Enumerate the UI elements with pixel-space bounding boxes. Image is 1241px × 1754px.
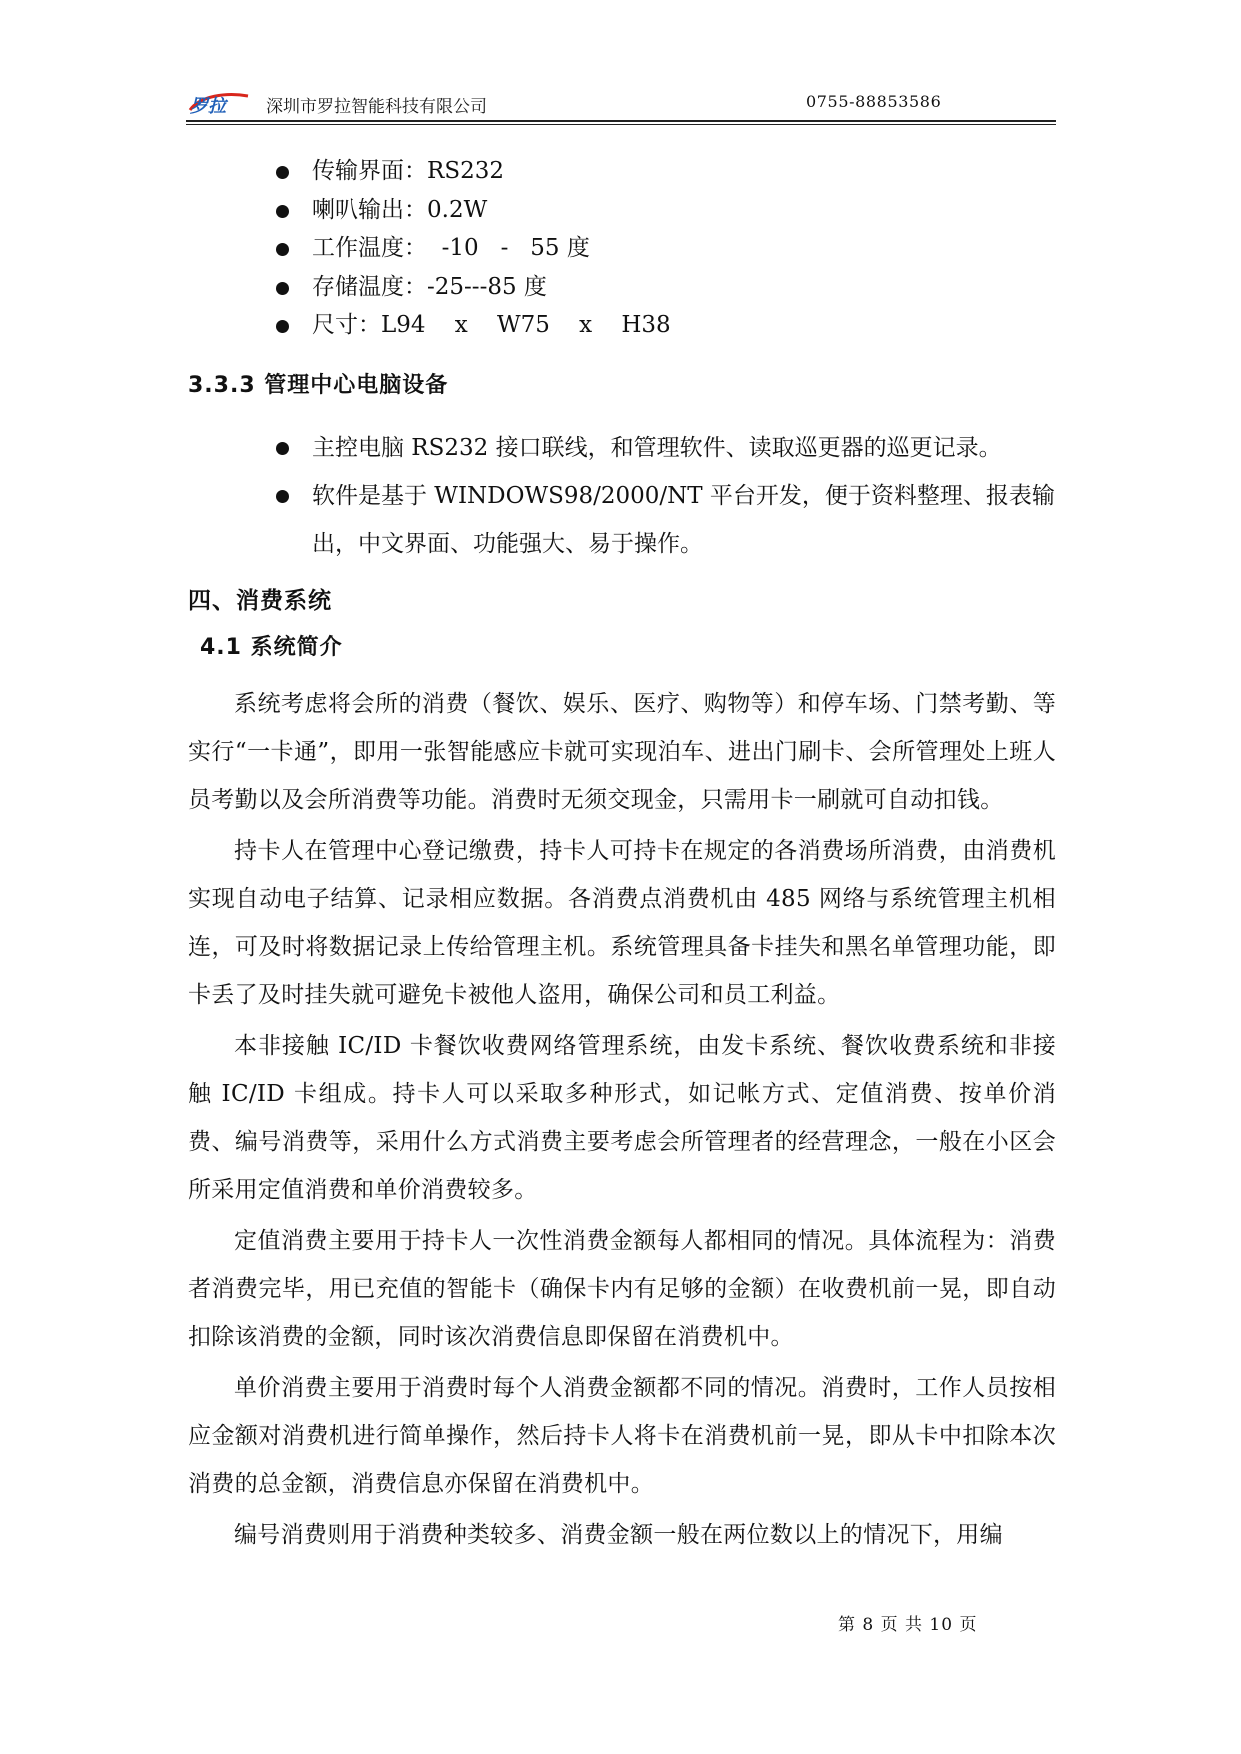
bullet-icon — [276, 490, 289, 503]
company-name: 深圳市罗拉智能科技有限公司 — [266, 97, 487, 117]
section-body — [188, 680, 1056, 1562]
spec-item: 工作温度： -10 - 55 度 — [276, 229, 1056, 268]
company-logo — [186, 90, 262, 116]
bullet-icon — [276, 243, 289, 256]
paragraph: 持卡人在管理中心登记缴费，持卡人可持卡在规定的各消费场所消费，由消费机实现自动电子结算、记录相应数据。各消费点消费机由 485 网络与系统管理主机相连，可及时将数据记录上传给管理主机。系统管理具备卡挂失和黑名单管理功能，即卡丢了及时挂失就可避免卡被他人盗用，确保公司和员工利益。 — [188, 838, 1056, 1008]
bullet-icon — [276, 205, 289, 218]
spec-item: 尺寸：L94 x W75 x H38 — [276, 306, 1056, 345]
paragraph: 编号消费则用于消费种类较多、消费金额一般在两位数以上的情况下，用编 — [234, 1522, 1003, 1548]
bullet-icon — [276, 166, 289, 179]
header-divider — [186, 120, 1056, 122]
bullet-icon — [276, 320, 289, 333]
paragraph: 单价消费主要用于消费时每个人消费金额都不同的情况。消费时，工作人员按相应金额对消费机进行简单操作，然后持卡人将卡在消费机前一晃，即从卡中扣除本次消费的总金额，消费信息亦保留在消费机中。 — [188, 1375, 1056, 1497]
page-header — [186, 88, 1056, 120]
spec-list — [276, 152, 1056, 345]
bullet-icon — [276, 282, 289, 295]
spec-item: 传输界面：RS232 — [276, 152, 1056, 191]
company-phone: 0755-88853586 — [806, 92, 942, 111]
list-item: 软件是基于 WINDOWS98/2000/NT 平台开发，便于资料整理、报表输出，中文界面、功能强大、易于操作。 — [276, 472, 1056, 568]
spec-item: 喇叭输出：0.2W — [276, 191, 1056, 230]
page-number: 第 8 页 共 10 页 — [838, 1615, 978, 1635]
section-heading-4-1: 4.1 系统简介 — [200, 635, 343, 660]
section-heading-3-3-3: 3.3.3 管理中心电脑设备 — [188, 373, 449, 398]
paragraph: 系统考虑将会所的消费（餐饮、娱乐、医疗、购物等）和停车场、门禁考勤、等实行“一卡通”，即用一张智能感应卡就可实现泊车、进出门刷卡、会所管理处上班人员考勤以及会所消费等功能。消费时无须交现金，只需用卡一刷就可自动扣钱。 — [188, 691, 1056, 813]
paragraph: 定值消费主要用于持卡人一次性消费金额每人都相同的情况。具体流程为：消费者消费完毕，用已充值的智能卡（确保卡内有足够的金额）在收费机前一晃，即自动扣除该消费的金额，同时该次消费信息即保留在消费机中。 — [188, 1228, 1056, 1350]
list-item: 主控电脑 RS232 接口联线，和管理软件、读取巡更器的巡更记录。 — [276, 424, 1056, 472]
chapter-heading: 四、消费系统 — [188, 588, 332, 614]
header-divider-thin — [186, 124, 1056, 125]
bullet-icon — [276, 442, 289, 455]
svg-text:罗拉: 罗拉 — [190, 96, 226, 116]
spec-item: 存储温度：-25---85 度 — [276, 268, 1056, 307]
management-pc-list — [276, 424, 1056, 568]
paragraph: 本非接触 IC/ID 卡餐饮收费网络管理系统，由发卡系统、餐饮收费系统和非接触 IC/ID 卡组成。持卡人可以采取多种形式，如记帐方式、定值消费、按单价消费、编号消费等，采用什么方式消费主要考虑会所管理者的经营理念，一般在小区会所采用定值消费和单价消费较多。 — [188, 1033, 1056, 1203]
